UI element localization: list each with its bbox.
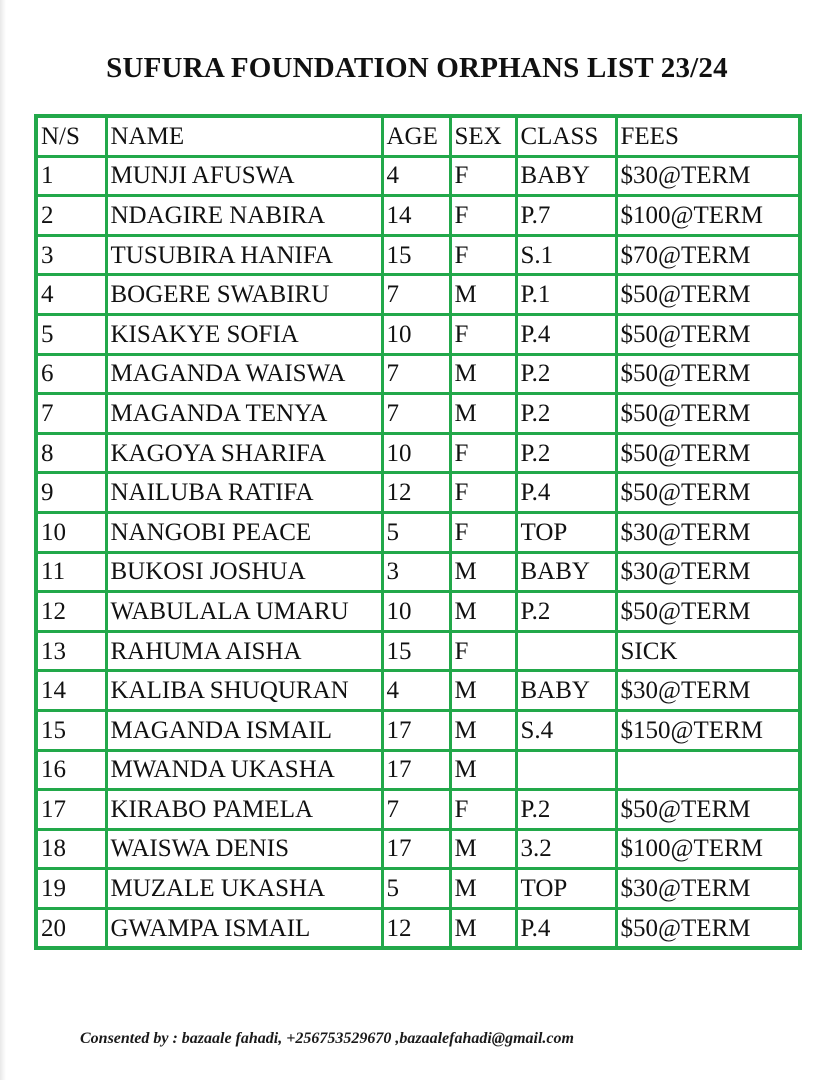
- cell-name: KIRABO PAMELA: [106, 790, 382, 830]
- cell-class: S.1: [516, 235, 616, 275]
- cell-sex: F: [450, 314, 516, 354]
- cell-class: P.4: [516, 908, 616, 948]
- cell-sex: M: [450, 671, 516, 711]
- cell-ns: 13: [36, 631, 106, 671]
- cell-age: 14: [382, 196, 450, 236]
- cell-class: BABY: [516, 671, 616, 711]
- cell-ns: 18: [36, 829, 106, 869]
- cell-age: 7: [382, 354, 450, 394]
- cell-ns: 10: [36, 512, 106, 552]
- cell-ns: 9: [36, 473, 106, 513]
- cell-ns: 17: [36, 790, 106, 830]
- cell-class: TOP: [516, 869, 616, 909]
- cell-fees: $100@TERM: [616, 196, 800, 236]
- cell-class: [516, 631, 616, 671]
- cell-ns: 11: [36, 552, 106, 592]
- cell-ns: 6: [36, 354, 106, 394]
- cell-age: 15: [382, 235, 450, 275]
- header-fees: FEES: [616, 116, 800, 156]
- cell-sex: M: [450, 394, 516, 434]
- table-row: [36, 314, 800, 354]
- cell-name: WABULALA UMARU: [106, 592, 382, 632]
- cell-age: 10: [382, 433, 450, 473]
- table-row: [36, 156, 800, 196]
- cell-sex: M: [450, 829, 516, 869]
- cell-name: KALIBA SHUQURAN: [106, 671, 382, 711]
- table-row: [36, 592, 800, 632]
- table-header-row: [36, 116, 800, 156]
- cell-fees: $50@TERM: [616, 394, 800, 434]
- cell-sex: M: [450, 552, 516, 592]
- table-row: [36, 473, 800, 513]
- cell-sex: F: [450, 156, 516, 196]
- cell-sex: M: [450, 908, 516, 948]
- header-age: AGE: [382, 116, 450, 156]
- cell-sex: M: [450, 869, 516, 909]
- cell-age: 10: [382, 314, 450, 354]
- header-name: NAME: [106, 116, 382, 156]
- cell-ns: 7: [36, 394, 106, 434]
- cell-name: GWAMPA ISMAIL: [106, 908, 382, 948]
- cell-ns: 16: [36, 750, 106, 790]
- table-row: [36, 710, 800, 750]
- table-row: [36, 235, 800, 275]
- cell-fees: $150@TERM: [616, 710, 800, 750]
- cell-name: WAISWA DENIS: [106, 829, 382, 869]
- cell-ns: 5: [36, 314, 106, 354]
- table-row: [36, 512, 800, 552]
- cell-age: 4: [382, 671, 450, 711]
- cell-age: 7: [382, 394, 450, 434]
- table-row: [36, 354, 800, 394]
- cell-class: BABY: [516, 552, 616, 592]
- cell-name: MUNJI AFUSWA: [106, 156, 382, 196]
- cell-class: P.2: [516, 433, 616, 473]
- cell-fees: $50@TERM: [616, 354, 800, 394]
- table-row: [36, 908, 800, 948]
- table-row: [36, 869, 800, 909]
- cell-age: 7: [382, 790, 450, 830]
- cell-class: P.7: [516, 196, 616, 236]
- cell-ns: 14: [36, 671, 106, 711]
- cell-ns: 19: [36, 869, 106, 909]
- cell-class: S.4: [516, 710, 616, 750]
- cell-sex: F: [450, 433, 516, 473]
- cell-age: 17: [382, 750, 450, 790]
- cell-sex: M: [450, 592, 516, 632]
- orphans-table: [34, 114, 802, 950]
- cell-sex: M: [450, 710, 516, 750]
- cell-sex: M: [450, 354, 516, 394]
- cell-age: 5: [382, 512, 450, 552]
- cell-age: 5: [382, 869, 450, 909]
- cell-name: NDAGIRE NABIRA: [106, 196, 382, 236]
- header-class: CLASS: [516, 116, 616, 156]
- cell-sex: F: [450, 790, 516, 830]
- cell-age: 17: [382, 710, 450, 750]
- cell-class: TOP: [516, 512, 616, 552]
- cell-name: RAHUMA AISHA: [106, 631, 382, 671]
- cell-sex: F: [450, 631, 516, 671]
- table-row: [36, 631, 800, 671]
- cell-sex: F: [450, 512, 516, 552]
- table-row: [36, 750, 800, 790]
- table-row: [36, 829, 800, 869]
- cell-fees: $30@TERM: [616, 869, 800, 909]
- cell-class: 3.2: [516, 829, 616, 869]
- cell-class: [516, 750, 616, 790]
- cell-class: BABY: [516, 156, 616, 196]
- table-row: [36, 433, 800, 473]
- cell-name: MAGANDA TENYA: [106, 394, 382, 434]
- consent-footer: Consented by : bazaale fahadi, +256753529670 ,bazaalefahadi@gmail.com: [80, 1030, 574, 1047]
- document-title: SUFURA FOUNDATION ORPHANS LIST 23/24: [106, 52, 728, 84]
- cell-class: P.2: [516, 790, 616, 830]
- cell-name: MUZALE UKASHA: [106, 869, 382, 909]
- cell-name: NAILUBA RATIFA: [106, 473, 382, 513]
- cell-name: KISAKYE SOFIA: [106, 314, 382, 354]
- table-row: [36, 552, 800, 592]
- cell-fees: $50@TERM: [616, 433, 800, 473]
- cell-age: 15: [382, 631, 450, 671]
- cell-age: 3: [382, 552, 450, 592]
- cell-ns: 4: [36, 275, 106, 315]
- cell-name: TUSUBIRA HANIFA: [106, 235, 382, 275]
- cell-ns: 1: [36, 156, 106, 196]
- cell-class: P.2: [516, 394, 616, 434]
- cell-fees: $50@TERM: [616, 473, 800, 513]
- cell-name: BUKOSI JOSHUA: [106, 552, 382, 592]
- cell-name: MAGANDA WAISWA: [106, 354, 382, 394]
- page-edge-shadow: [0, 0, 6, 1080]
- cell-ns: 12: [36, 592, 106, 632]
- table-row: [36, 394, 800, 434]
- cell-age: 7: [382, 275, 450, 315]
- table-row: [36, 671, 800, 711]
- header-ns: N/S: [36, 116, 106, 156]
- cell-fees: $50@TERM: [616, 790, 800, 830]
- cell-class: P.1: [516, 275, 616, 315]
- cell-class: P.2: [516, 354, 616, 394]
- cell-class: P.4: [516, 314, 616, 354]
- cell-name: MWANDA UKASHA: [106, 750, 382, 790]
- cell-fees: $70@TERM: [616, 235, 800, 275]
- cell-age: 12: [382, 908, 450, 948]
- cell-fees: $50@TERM: [616, 314, 800, 354]
- cell-fees: $50@TERM: [616, 275, 800, 315]
- cell-ns: 8: [36, 433, 106, 473]
- cell-fees: $30@TERM: [616, 552, 800, 592]
- cell-name: NANGOBI PEACE: [106, 512, 382, 552]
- table-row: [36, 196, 800, 236]
- table-row: [36, 790, 800, 830]
- cell-fees: $50@TERM: [616, 592, 800, 632]
- cell-fees: [616, 750, 800, 790]
- cell-ns: 2: [36, 196, 106, 236]
- cell-name: KAGOYA SHARIFA: [106, 433, 382, 473]
- cell-class: P.4: [516, 473, 616, 513]
- table-row: [36, 275, 800, 315]
- cell-ns: 20: [36, 908, 106, 948]
- cell-name: MAGANDA ISMAIL: [106, 710, 382, 750]
- cell-sex: M: [450, 275, 516, 315]
- cell-fees: $50@TERM: [616, 908, 800, 948]
- cell-ns: 15: [36, 710, 106, 750]
- cell-fees: $100@TERM: [616, 829, 800, 869]
- cell-ns: 3: [36, 235, 106, 275]
- cell-fees: $30@TERM: [616, 156, 800, 196]
- cell-sex: M: [450, 750, 516, 790]
- cell-fees: $30@TERM: [616, 512, 800, 552]
- cell-fees: SICK: [616, 631, 800, 671]
- cell-age: 4: [382, 156, 450, 196]
- cell-sex: F: [450, 196, 516, 236]
- cell-name: BOGERE SWABIRU: [106, 275, 382, 315]
- cell-sex: F: [450, 473, 516, 513]
- table-body: [36, 156, 800, 948]
- header-sex: SEX: [450, 116, 516, 156]
- cell-age: 10: [382, 592, 450, 632]
- cell-class: P.2: [516, 592, 616, 632]
- cell-age: 17: [382, 829, 450, 869]
- cell-age: 12: [382, 473, 450, 513]
- cell-fees: $30@TERM: [616, 671, 800, 711]
- cell-sex: F: [450, 235, 516, 275]
